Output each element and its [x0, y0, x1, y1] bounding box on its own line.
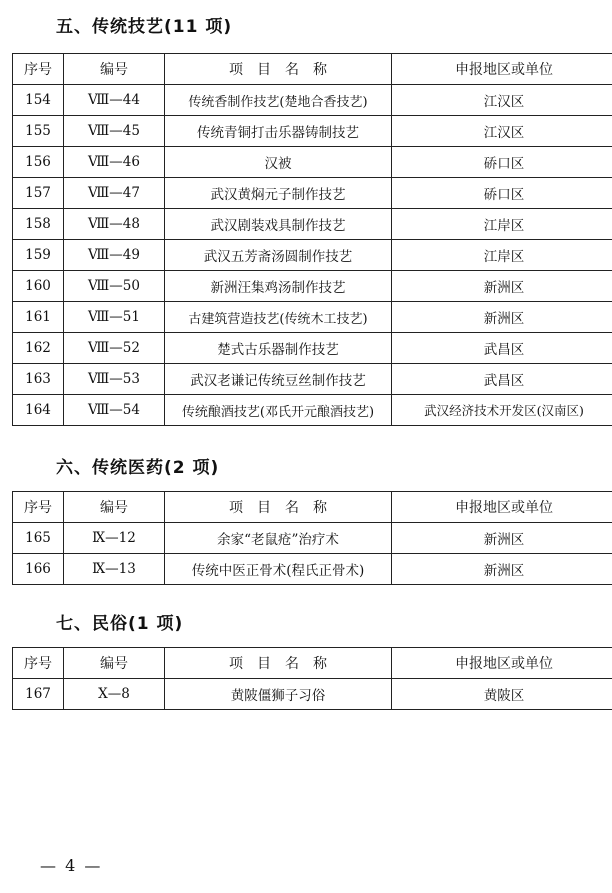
cell-region: 黄陂区: [392, 679, 612, 710]
cell-item-name: 黄陂僵狮子习俗: [165, 679, 392, 710]
cell-item-name: 传统中医正骨术(程氏正骨术): [165, 554, 392, 585]
page-number: — 4 —: [40, 856, 103, 875]
cell-index: 164: [13, 395, 64, 426]
table-row: [13, 116, 612, 147]
table-row: [13, 209, 612, 240]
section-title-medicine: 六、传统医药(2 项): [56, 458, 220, 478]
column-header: 编号: [64, 492, 165, 523]
cell-region: 武昌区: [392, 333, 612, 364]
table-row: [13, 364, 612, 395]
table-row: [13, 240, 612, 271]
cell-code: Ⅹ—8: [64, 679, 165, 710]
cell-region: 硚口区: [392, 178, 612, 209]
cell-code: Ⅷ—50: [64, 271, 165, 302]
table-header-row: [13, 492, 612, 523]
cell-code: Ⅷ—46: [64, 147, 165, 178]
column-header: 序号: [13, 54, 64, 85]
column-header: 序号: [13, 492, 64, 523]
table-medicine: [12, 491, 612, 585]
table-folk-customs: [12, 647, 612, 710]
cell-item-name: 传统酿酒技艺(邓氏开元酿酒技艺): [165, 395, 392, 426]
cell-code: Ⅷ—49: [64, 240, 165, 271]
column-header: 申报地区或单位: [392, 648, 612, 679]
column-header: 申报地区或单位: [392, 492, 612, 523]
column-header: 申报地区或单位: [392, 54, 612, 85]
cell-item-name: 余家“老鼠疮”治疗术: [165, 523, 392, 554]
cell-code: Ⅸ—13: [64, 554, 165, 585]
cell-index: 162: [13, 333, 64, 364]
cell-region: 江汉区: [392, 116, 612, 147]
cell-index: 167: [13, 679, 64, 710]
cell-index: 157: [13, 178, 64, 209]
cell-item-name: 古建筑营造技艺(传统木工技艺): [165, 302, 392, 333]
cell-index: 161: [13, 302, 64, 333]
table-row: [13, 554, 612, 585]
column-header: 序号: [13, 648, 64, 679]
cell-item-name: 武汉五芳斋汤圆制作技艺: [165, 240, 392, 271]
cell-region: 硚口区: [392, 147, 612, 178]
cell-item-name: 武汉老谦记传统豆丝制作技艺: [165, 364, 392, 395]
cell-code: Ⅷ—53: [64, 364, 165, 395]
cell-index: 156: [13, 147, 64, 178]
cell-region: 新洲区: [392, 523, 612, 554]
cell-code: Ⅷ—48: [64, 209, 165, 240]
cell-region: 新洲区: [392, 554, 612, 585]
cell-item-name: 汉被: [165, 147, 392, 178]
column-header: 编号: [64, 648, 165, 679]
table-row: [13, 302, 612, 333]
cell-index: 158: [13, 209, 64, 240]
column-header: 项 目 名 称: [165, 648, 392, 679]
table-row: [13, 395, 612, 426]
table-crafts: [12, 53, 612, 426]
cell-region: 江岸区: [392, 209, 612, 240]
cell-region: 武汉经济技术开发区(汉南区): [392, 395, 612, 426]
table-row: [13, 178, 612, 209]
table-row: [13, 523, 612, 554]
table-header-row: [13, 648, 612, 679]
cell-index: 163: [13, 364, 64, 395]
cell-code: Ⅷ—54: [64, 395, 165, 426]
cell-index: 154: [13, 85, 64, 116]
section-title-crafts: 五、传统技艺(11 项): [56, 17, 233, 37]
cell-code: Ⅷ—47: [64, 178, 165, 209]
cell-region: 江汉区: [392, 85, 612, 116]
cell-code: Ⅷ—45: [64, 116, 165, 147]
cell-region: 江岸区: [392, 240, 612, 271]
cell-item-name: 新洲汪集鸡汤制作技艺: [165, 271, 392, 302]
cell-code: Ⅸ—12: [64, 523, 165, 554]
table-row: [13, 271, 612, 302]
cell-region: 新洲区: [392, 302, 612, 333]
cell-item-name: 武汉黄焖元子制作技艺: [165, 178, 392, 209]
cell-index: 159: [13, 240, 64, 271]
column-header: 项 目 名 称: [165, 54, 392, 85]
cell-code: Ⅷ—51: [64, 302, 165, 333]
cell-item-name: 武汉剧装戏具制作技艺: [165, 209, 392, 240]
cell-code: Ⅷ—52: [64, 333, 165, 364]
table-row: [13, 85, 612, 116]
cell-index: 155: [13, 116, 64, 147]
table-row: [13, 679, 612, 710]
cell-code: Ⅷ—44: [64, 85, 165, 116]
column-header: 编号: [64, 54, 165, 85]
cell-index: 160: [13, 271, 64, 302]
table-row: [13, 333, 612, 364]
table-header-row: [13, 54, 612, 85]
section-title-folk-customs: 七、民俗(1 项): [56, 614, 184, 634]
cell-index: 166: [13, 554, 64, 585]
cell-index: 165: [13, 523, 64, 554]
column-header: 项 目 名 称: [165, 492, 392, 523]
cell-region: 新洲区: [392, 271, 612, 302]
table-row: [13, 147, 612, 178]
cell-item-name: 楚式古乐器制作技艺: [165, 333, 392, 364]
cell-item-name: 传统青铜打击乐器铸制技艺: [165, 116, 392, 147]
cell-item-name: 传统香制作技艺(楚地合香技艺): [165, 85, 392, 116]
cell-region: 武昌区: [392, 364, 612, 395]
